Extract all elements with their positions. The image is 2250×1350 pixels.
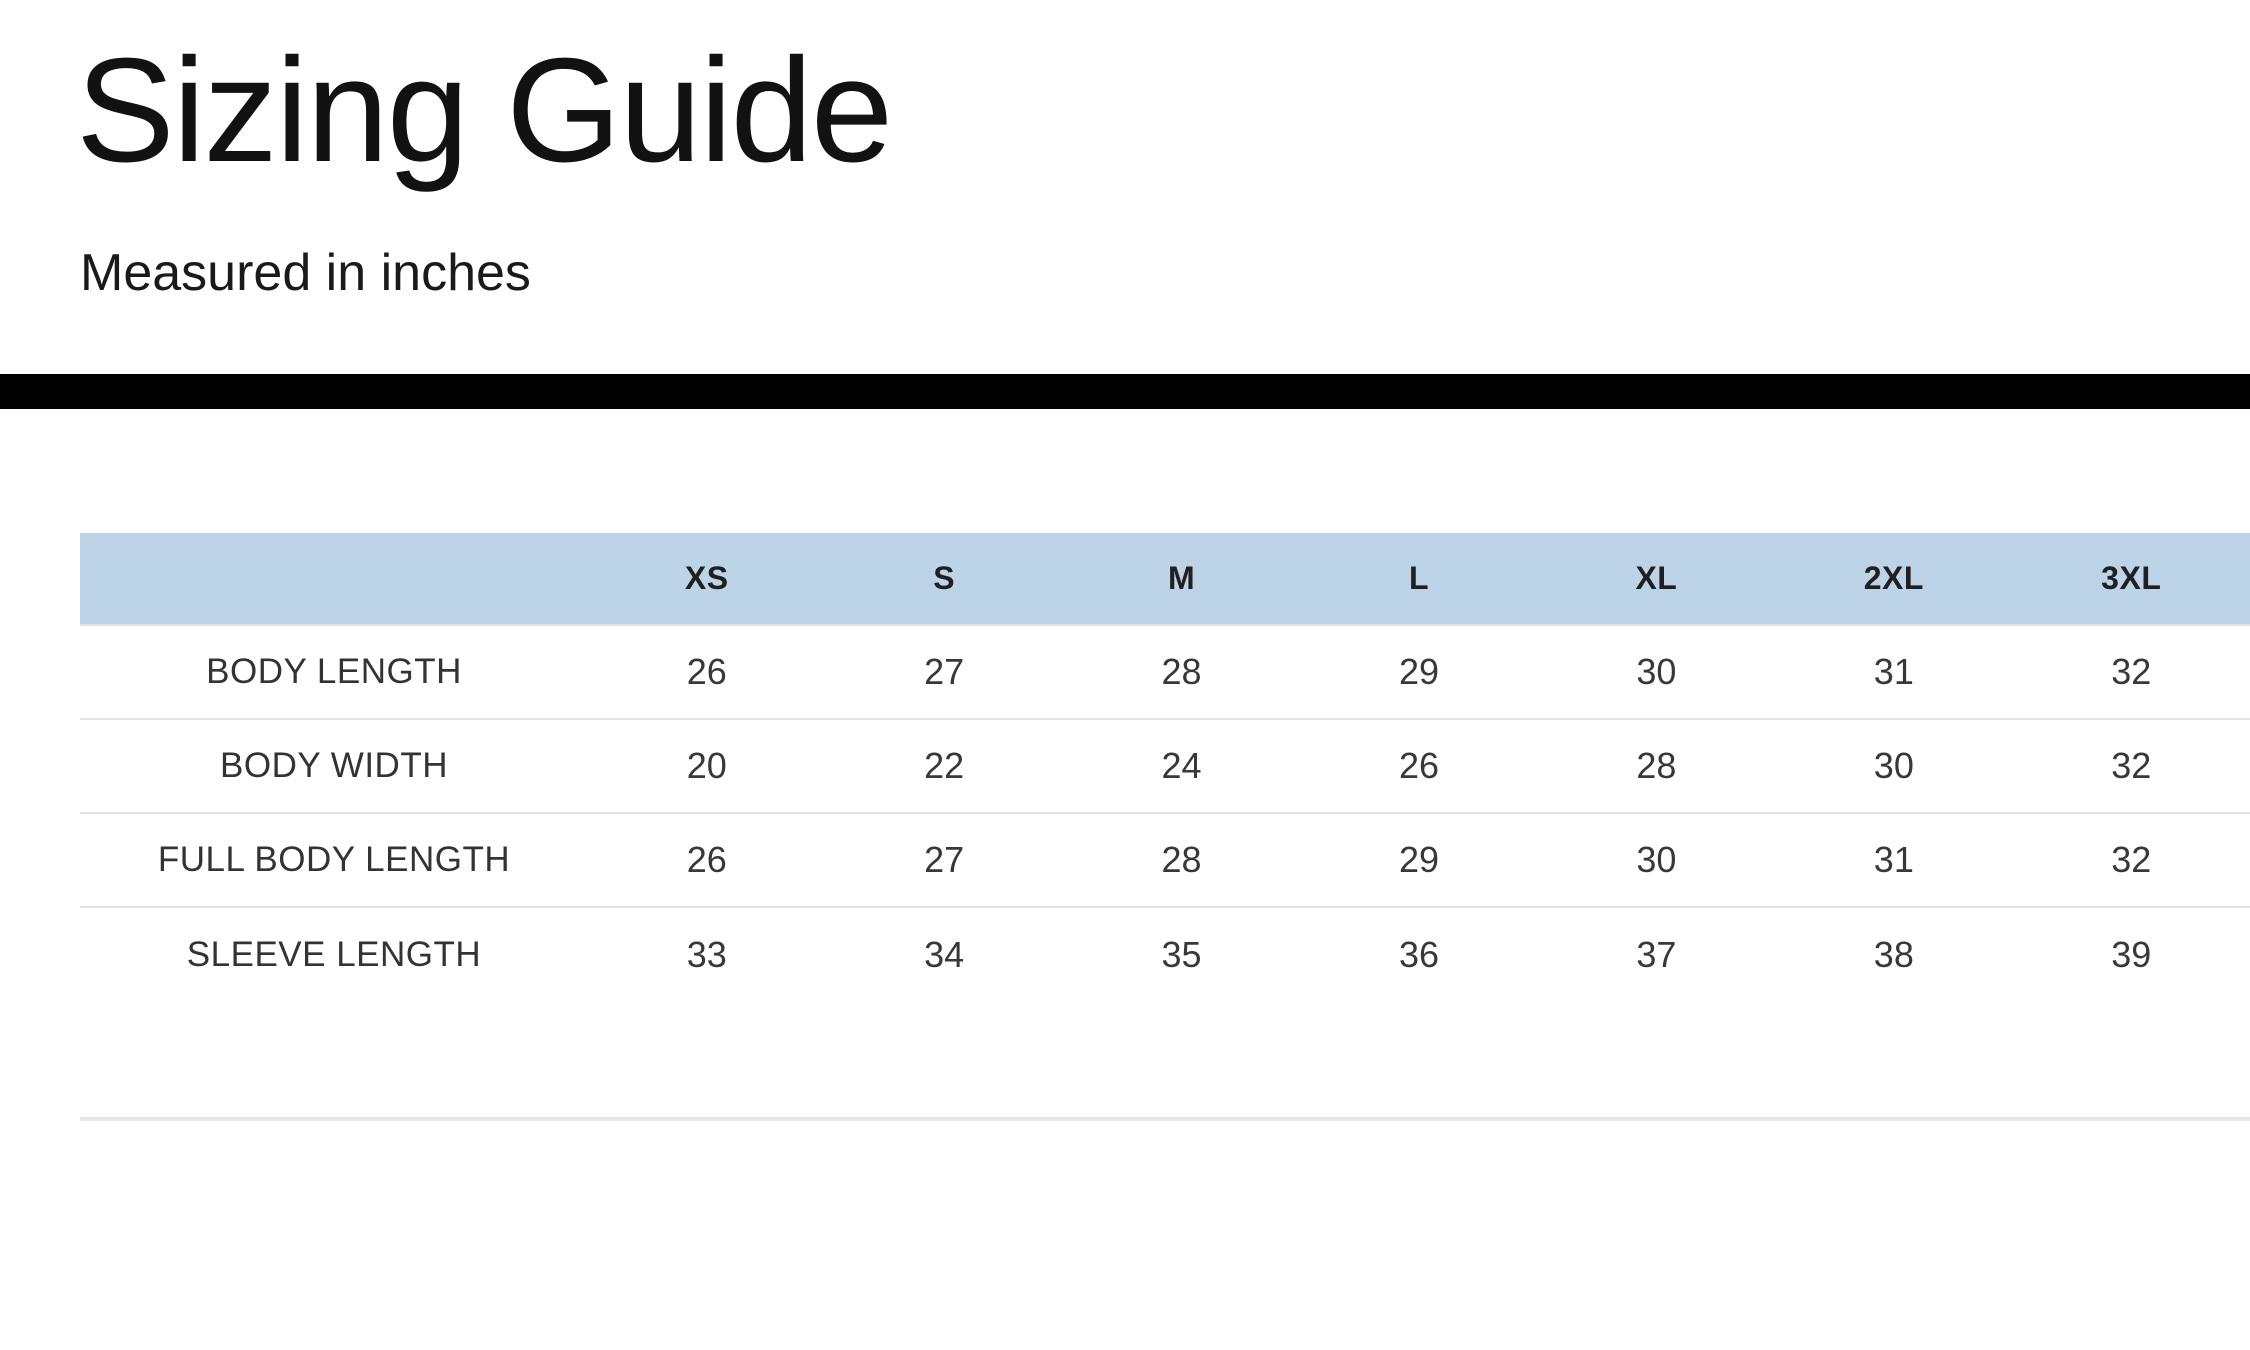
size-value: 22 [825, 719, 1062, 813]
size-value: 34 [924, 933, 965, 975]
size-value: 26 [588, 813, 825, 907]
row-label: BODY LENGTH [80, 625, 588, 719]
size-value: 27 [825, 813, 1062, 907]
table-row-full-body-length [80, 813, 2250, 907]
table-row-body-width [80, 719, 2250, 813]
size-value: 28 [1063, 625, 1300, 719]
page-title: Sizing Guide [76, 28, 892, 193]
size-value: 32 [2013, 813, 2250, 907]
size-value: 29 [1300, 813, 1537, 907]
table-corner-cell [80, 533, 588, 625]
size-value: 31 [1775, 813, 2012, 907]
size-value: 32 [2013, 719, 2250, 813]
row-label: FULL BODY LENGTH [80, 813, 588, 907]
size-value: 27 [825, 625, 1062, 719]
row-label: SLEEVE LENGTH [186, 934, 482, 974]
page-subtitle: Measured in inches [80, 244, 531, 302]
size-value: 30 [1775, 719, 2012, 813]
size-value: 35 [1161, 933, 1202, 975]
size-value: 20 [588, 719, 825, 813]
size-value: 26 [588, 625, 825, 719]
row-label: BODY WIDTH [80, 719, 588, 813]
size-value: 33 [686, 933, 727, 975]
table-row-body-length [80, 625, 2250, 719]
size-column-header-l: L [1300, 533, 1537, 625]
sizing-table [80, 533, 2250, 1001]
size-value: 38 [1873, 933, 1914, 975]
size-value: 37 [1636, 933, 1677, 975]
sizing-table-container [80, 533, 2250, 1001]
size-value: 30 [1538, 625, 1775, 719]
size-value: 39 [2111, 933, 2152, 975]
size-value: 29 [1300, 625, 1537, 719]
size-value: 30 [1538, 813, 1775, 907]
size-column-header-xs: XS [588, 533, 825, 625]
size-column-header-2xl: 2XL [1775, 533, 2012, 625]
size-column-header-xl: XL [1538, 533, 1775, 625]
size-header-row [80, 533, 2250, 625]
table-bottom-divider [80, 1117, 2250, 1121]
header-divider-bar [0, 374, 2250, 409]
size-column-header-s: S [825, 533, 1062, 625]
size-value: 28 [1063, 813, 1300, 907]
size-value: 36 [1398, 933, 1439, 975]
size-value: 24 [1063, 719, 1300, 813]
size-column-header-3xl: 3XL [2013, 533, 2250, 625]
table-row-sleeve-length [80, 907, 2250, 1001]
size-value: 31 [1775, 625, 2012, 719]
size-value: 32 [2013, 625, 2250, 719]
size-value: 26 [1300, 719, 1537, 813]
size-column-header-m: M [1063, 533, 1300, 625]
size-value: 28 [1538, 719, 1775, 813]
